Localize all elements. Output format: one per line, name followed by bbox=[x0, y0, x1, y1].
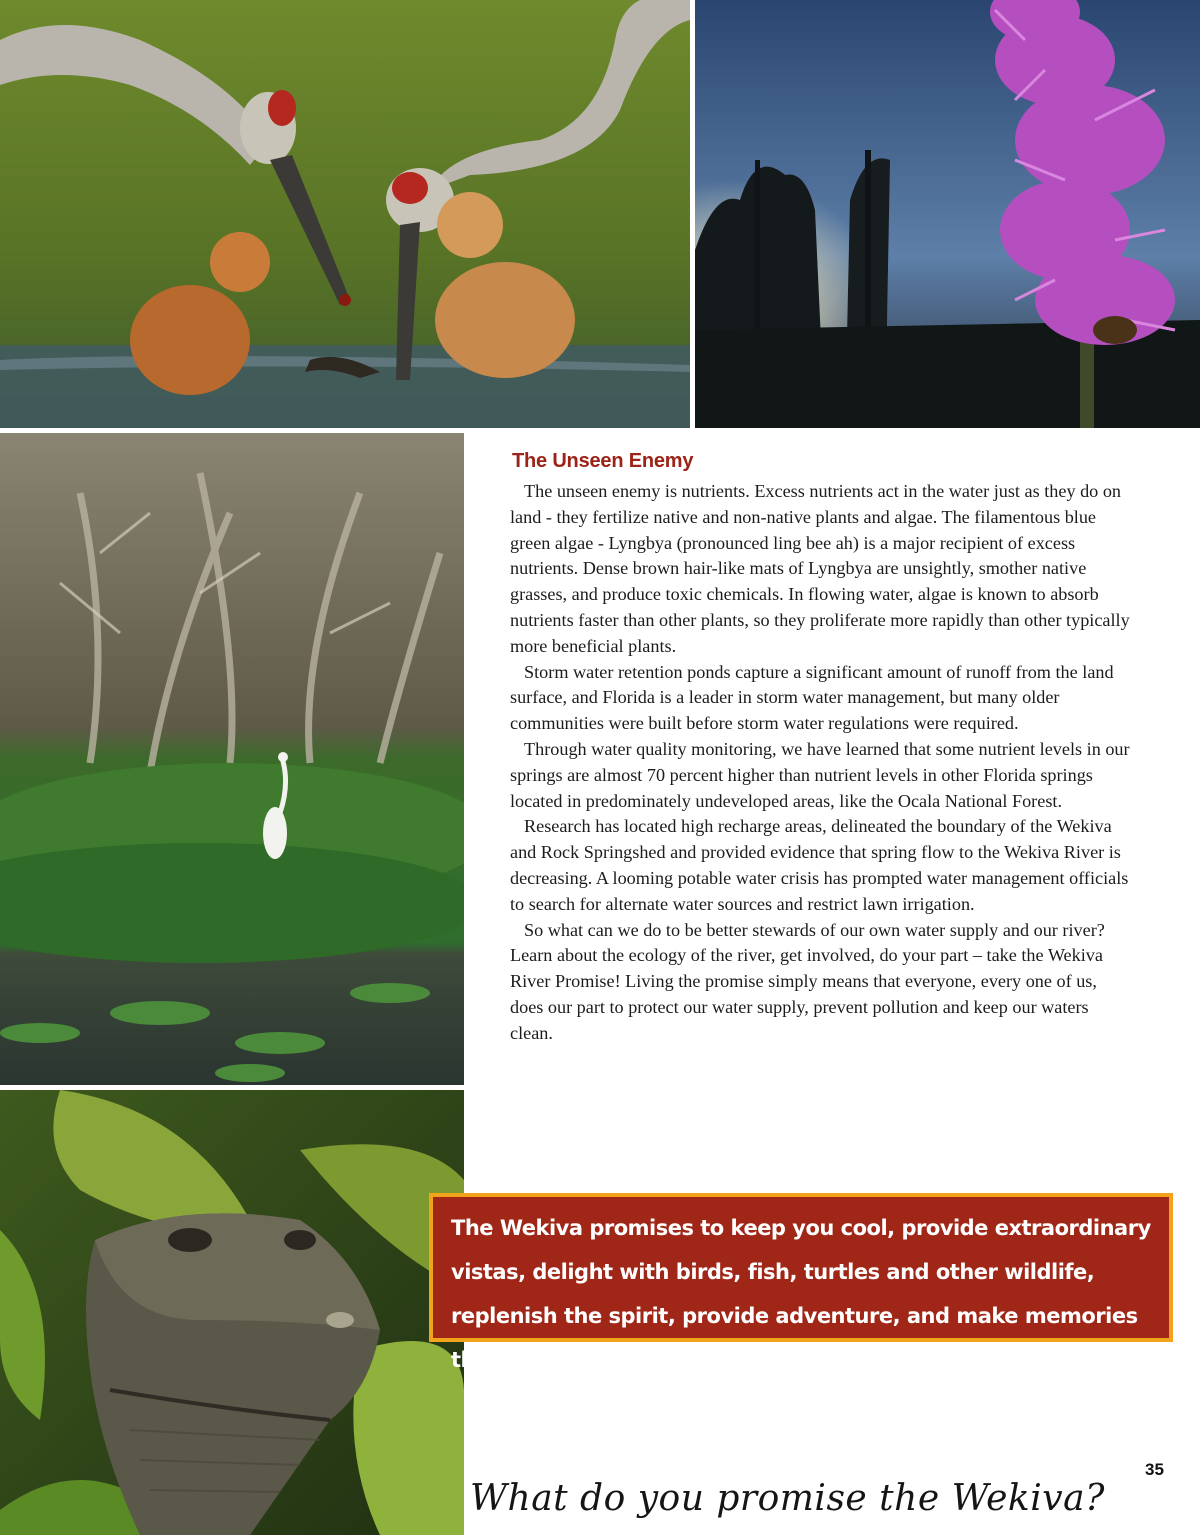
article-heading: The Unseen Enemy bbox=[512, 450, 694, 472]
article-paragraph: Storm water retention ponds capture a significant amount of runoff from the land surface, and Florida is a leader in storm water management, but many older communities were built before storm water regulations were required. bbox=[510, 661, 1114, 734]
promise-callout-box bbox=[429, 1193, 1173, 1372]
article-paragraph: Research has located high recharge areas, delineated the boundary of the Wekiva and Rock Springshed and provided evidence that spring flow to the Wekiva River is decreasing. A looming potable water crisis has prompted water management officials to search for alternate water sources and restrict lawn irrigation. bbox=[510, 816, 1129, 914]
photo-swamp-egret bbox=[0, 433, 464, 1085]
article-paragraph: Through water quality monitoring, we have learned that some nutrient levels in our springs are almost 70 percent higher than nutrient levels in other Florida springs located in predominately undeveloped areas, like the Ocala National Forest. bbox=[510, 738, 1130, 811]
page-number: 35 bbox=[1145, 1460, 1164, 1479]
article-paragraph: The unseen enemy is nutrients. Excess nutrients act in the water just as they do on land - they fertilize native and non-native plants and algae. The filamentous blue green algae - Lyngbya (pronounced ling bee ah) is a major recipient of excess nutrients. Dense brown hair-like mats of Lyngbya are unsightly, smother native grasses, and produce toxic chemicals. In flowing water, algae is known to absorb nutrients faster than other plants, so they proliferate more rapidly than other typically more beneficial plants. bbox=[510, 481, 1130, 656]
photo-sandhill-cranes bbox=[0, 0, 690, 428]
promise-callout-text: The Wekiva promises to keep you cool, provide extraordinary vistas, delight with birds, fish, turtles and other wildlife, replenish the spirit, provide adventure, and make memories that will last for generations. bbox=[451, 1216, 1151, 1372]
article bbox=[510, 450, 1130, 1047]
photo-blazing-star-flower bbox=[695, 0, 1200, 428]
article-paragraph: So what can we do to be better stewards of our own water supply and our river? Learn about the ecology of the river, get involved, do your part – take the Wekiva River Promise! Living the promise simply means that everyone, every one of us, does our part to protect our water supply, prevent pollution and keep our waters clean. bbox=[510, 919, 1105, 1043]
photo-alligator bbox=[0, 1090, 464, 1535]
promise-question: What do you promise the Wekiva? bbox=[470, 1478, 1105, 1519]
